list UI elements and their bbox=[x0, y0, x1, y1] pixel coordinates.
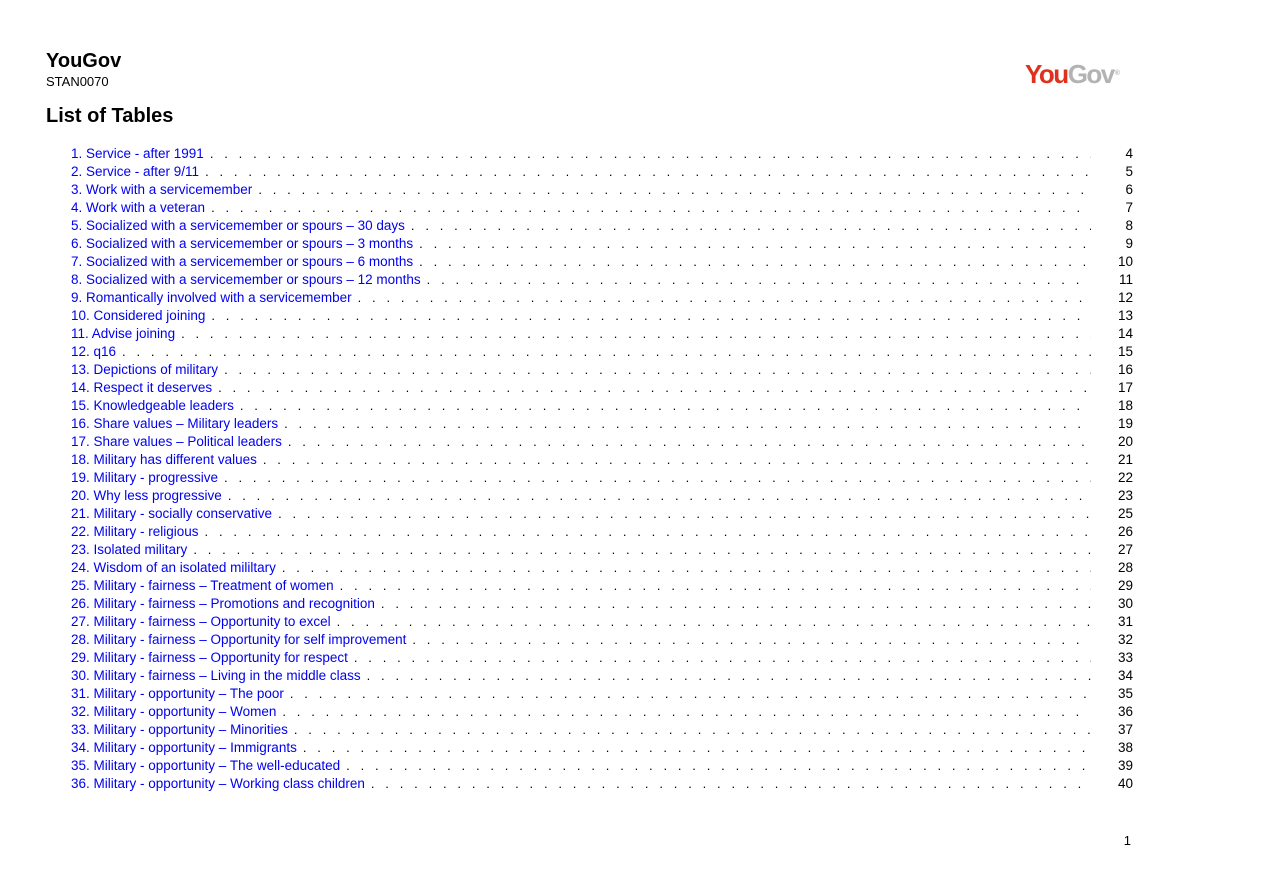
toc-entry-page: 7 bbox=[1125, 200, 1133, 215]
toc-item bbox=[71, 487, 1133, 505]
logo-gov-text: Gov bbox=[1067, 59, 1114, 89]
toc-entry-page: 23 bbox=[1117, 488, 1133, 503]
dot-leader bbox=[228, 487, 1091, 505]
toc-entry-page: 12 bbox=[1117, 290, 1133, 305]
toc-entry-label: 15. Knowledgeable leaders bbox=[71, 398, 234, 413]
dot-leader bbox=[290, 685, 1091, 703]
toc-entry-link[interactable] bbox=[71, 649, 1133, 667]
toc-entry-link[interactable] bbox=[71, 415, 1133, 433]
dot-leader bbox=[412, 631, 1091, 649]
toc-item bbox=[71, 145, 1133, 163]
toc-entry-page: 27 bbox=[1117, 542, 1133, 557]
dot-leader bbox=[224, 361, 1091, 379]
toc-entry-label: 25. Military - fairness – Treatment of women bbox=[71, 578, 334, 593]
toc-entry-label: 16. Share values – Military leaders bbox=[71, 416, 279, 431]
toc-item bbox=[71, 469, 1133, 487]
toc-item bbox=[71, 289, 1133, 307]
dot-leader bbox=[354, 649, 1091, 667]
toc-entry-page: 4 bbox=[1125, 146, 1133, 161]
toc-item bbox=[71, 523, 1133, 541]
list-of-tables-heading: List of Tables bbox=[46, 105, 174, 127]
toc-entry-link[interactable] bbox=[71, 577, 1133, 595]
dot-leader bbox=[419, 235, 1091, 253]
toc-entry-link[interactable] bbox=[71, 523, 1133, 541]
toc-entry-label: 28. Military - fairness – Opportunity for self improvement bbox=[71, 632, 407, 647]
toc-entry-link[interactable] bbox=[71, 631, 1133, 649]
toc-entry-page: 37 bbox=[1117, 722, 1133, 737]
toc-entry-link[interactable] bbox=[71, 505, 1133, 523]
toc-entry-page: 39 bbox=[1117, 758, 1133, 773]
toc-entry-link[interactable] bbox=[71, 685, 1133, 703]
toc-entry-link[interactable] bbox=[71, 163, 1133, 181]
toc-entry-link[interactable] bbox=[71, 289, 1133, 307]
toc-item bbox=[71, 199, 1133, 217]
toc-item bbox=[71, 721, 1133, 739]
toc-entry-page: 6 bbox=[1125, 182, 1133, 197]
toc-entry-page: 36 bbox=[1117, 704, 1133, 719]
dot-leader bbox=[284, 415, 1091, 433]
toc-entry-label: 32. Military - opportunity – Women bbox=[71, 704, 277, 719]
toc-entry-link[interactable] bbox=[71, 253, 1133, 271]
toc-item bbox=[71, 433, 1133, 451]
dot-leader bbox=[181, 325, 1091, 343]
toc-entry-link[interactable] bbox=[71, 181, 1133, 199]
toc-item bbox=[71, 775, 1133, 793]
toc-entry-link[interactable] bbox=[71, 559, 1133, 577]
toc-entry-link[interactable] bbox=[71, 487, 1133, 505]
toc-entry-label: 17. Share values – Political leaders bbox=[71, 434, 282, 449]
dot-leader bbox=[288, 433, 1091, 451]
toc-entry-page: 33 bbox=[1117, 650, 1133, 665]
toc-entry-page: 16 bbox=[1117, 362, 1133, 377]
logo-you-text: You bbox=[1025, 59, 1068, 89]
toc-item bbox=[71, 163, 1133, 181]
toc-entry-link[interactable] bbox=[71, 739, 1133, 757]
dot-leader bbox=[427, 271, 1091, 289]
toc-entry-link[interactable] bbox=[71, 433, 1133, 451]
toc-entry-link[interactable] bbox=[71, 379, 1133, 397]
toc-item bbox=[71, 757, 1133, 775]
dot-leader bbox=[205, 523, 1091, 541]
toc-entry-link[interactable] bbox=[71, 469, 1133, 487]
toc-entry-page: 15 bbox=[1117, 344, 1133, 359]
toc-item bbox=[71, 217, 1133, 235]
toc-item bbox=[71, 361, 1133, 379]
toc-entry-label: 26. Military - fairness – Promotions and recognition bbox=[71, 596, 375, 611]
toc-entry-page: 8 bbox=[1125, 218, 1133, 233]
toc-entry-label: 29. Military - fairness – Opportunity for respect bbox=[71, 650, 348, 665]
toc-item bbox=[71, 415, 1133, 433]
toc-entry-page: 19 bbox=[1117, 416, 1133, 431]
toc-entry-page: 11 bbox=[1118, 272, 1133, 287]
toc-item bbox=[71, 343, 1133, 361]
toc-entry-link[interactable] bbox=[71, 343, 1133, 361]
dot-leader bbox=[340, 577, 1091, 595]
dot-leader bbox=[294, 721, 1091, 739]
toc-entry-label: 2. Service - after 9/11 bbox=[71, 164, 200, 179]
toc-entry-label: 9. Romantically involved with a servicemember bbox=[71, 290, 352, 305]
toc-entry-page: 18 bbox=[1117, 398, 1133, 413]
toc-item bbox=[71, 271, 1133, 289]
dot-leader bbox=[263, 451, 1091, 469]
dot-leader bbox=[193, 541, 1091, 559]
dot-leader bbox=[211, 307, 1091, 325]
dot-leader bbox=[419, 253, 1091, 271]
toc-entry-page: 10 bbox=[1117, 254, 1133, 269]
toc-entry-page: 38 bbox=[1117, 740, 1133, 755]
dot-leader bbox=[411, 217, 1091, 235]
toc-entry-link[interactable] bbox=[71, 361, 1133, 379]
toc-entry-page: 5 bbox=[1125, 164, 1133, 179]
toc-entry-label: 5. Socialized with a servicemember or spours – 30 days bbox=[71, 218, 405, 233]
toc-entry-page: 40 bbox=[1117, 776, 1133, 791]
toc-entry-link[interactable] bbox=[71, 667, 1133, 685]
toc-entry-page: 14 bbox=[1117, 326, 1133, 341]
toc-entry-label: 13. Depictions of military bbox=[71, 362, 219, 377]
toc-item bbox=[71, 703, 1133, 721]
toc-item bbox=[71, 631, 1133, 649]
toc-entry-page: 13 bbox=[1117, 308, 1133, 323]
toc-entry-link[interactable] bbox=[71, 613, 1133, 631]
toc-item bbox=[71, 505, 1133, 523]
yougov-logo bbox=[1025, 58, 1120, 90]
dot-leader bbox=[240, 397, 1091, 415]
dot-leader bbox=[367, 667, 1091, 685]
toc-item bbox=[71, 451, 1133, 469]
toc-entry-page: 26 bbox=[1117, 524, 1133, 539]
toc-entry-label: 30. Military - fairness – Living in the middle class bbox=[71, 668, 361, 683]
toc-entry-link[interactable] bbox=[71, 757, 1133, 775]
toc-entry-page: 21 bbox=[1117, 452, 1133, 467]
dot-leader bbox=[282, 703, 1091, 721]
toc-entry-label: 18. Military has different values bbox=[71, 452, 257, 467]
toc-item bbox=[71, 235, 1133, 253]
dot-leader bbox=[381, 595, 1091, 613]
toc-item bbox=[71, 379, 1133, 397]
toc-item bbox=[71, 325, 1133, 343]
toc-item bbox=[71, 577, 1133, 595]
toc-entry-label: 22. Military - religious bbox=[71, 524, 199, 539]
toc-entry-link[interactable] bbox=[71, 595, 1133, 613]
toc-entry-label: 12. q16 bbox=[71, 344, 117, 359]
toc-entry-page: 9 bbox=[1125, 236, 1133, 251]
toc-entry-label: 27. Military - fairness – Opportunity to excel bbox=[71, 614, 331, 629]
toc-item bbox=[71, 397, 1133, 415]
toc-entry-page: 32 bbox=[1117, 632, 1133, 647]
toc-entry-label: 20. Why less progressive bbox=[71, 488, 222, 503]
toc-entry-link[interactable] bbox=[71, 199, 1133, 217]
report-code: STAN0070 bbox=[46, 74, 109, 89]
toc-entry-label: 7. Socialized with a servicemember or spours – 6 months bbox=[71, 254, 414, 269]
table-of-contents bbox=[71, 145, 1133, 793]
toc-entry-label: 19. Military - progressive bbox=[71, 470, 219, 485]
toc-entry-link[interactable] bbox=[71, 397, 1133, 415]
toc-entry-label: 6. Socialized with a servicemember or spours – 3 months bbox=[71, 236, 414, 251]
toc-entry-link[interactable] bbox=[71, 235, 1133, 253]
registered-mark-icon: ® bbox=[1114, 70, 1120, 77]
toc-entry-label: 23. Isolated military bbox=[71, 542, 188, 557]
toc-entry-label: 3. Work with a servicemember bbox=[71, 182, 253, 197]
dot-leader bbox=[303, 739, 1091, 757]
toc-entry-label: 10. Considered joining bbox=[71, 308, 206, 323]
toc-entry-page: 30 bbox=[1117, 596, 1133, 611]
toc-item bbox=[71, 307, 1133, 325]
toc-item bbox=[71, 613, 1133, 631]
toc-entry-link[interactable] bbox=[71, 145, 1133, 163]
dot-leader bbox=[278, 505, 1091, 523]
toc-entry-link[interactable] bbox=[71, 325, 1133, 343]
toc-entry-link[interactable] bbox=[71, 451, 1133, 469]
dot-leader bbox=[205, 163, 1091, 181]
toc-entry-page: 35 bbox=[1117, 686, 1133, 701]
dot-leader bbox=[218, 379, 1091, 397]
toc-item bbox=[71, 181, 1133, 199]
toc-entry-link[interactable] bbox=[71, 775, 1133, 793]
toc-entry-label: 11. Advise joining bbox=[71, 326, 176, 341]
toc-entry-label: 21. Military - socially conservative bbox=[71, 506, 273, 521]
dot-leader bbox=[224, 469, 1091, 487]
toc-item bbox=[71, 685, 1133, 703]
toc-item bbox=[71, 541, 1133, 559]
toc-item bbox=[71, 667, 1133, 685]
toc-entry-link[interactable] bbox=[71, 271, 1133, 289]
toc-entry-page: 28 bbox=[1117, 560, 1133, 575]
toc-entry-label: 33. Military - opportunity – Minorities bbox=[71, 722, 288, 737]
report-title: YouGov bbox=[46, 50, 122, 72]
toc-item bbox=[71, 739, 1133, 757]
dot-leader bbox=[371, 775, 1091, 793]
toc-entry-label: 36. Military - opportunity – Working class children bbox=[71, 776, 365, 791]
toc-entry-link[interactable] bbox=[71, 703, 1133, 721]
toc-entry-label: 1. Service - after 1991 bbox=[71, 146, 204, 161]
toc-item bbox=[71, 649, 1133, 667]
dot-leader bbox=[337, 613, 1091, 631]
dot-leader bbox=[210, 145, 1091, 163]
toc-entry-label: 35. Military - opportunity – The well-educated bbox=[71, 758, 341, 773]
toc-entry-label: 14. Respect it deserves bbox=[71, 380, 213, 395]
dot-leader bbox=[358, 289, 1091, 307]
dot-leader bbox=[282, 559, 1091, 577]
toc-entry-link[interactable] bbox=[71, 217, 1133, 235]
toc-entry-label: 8. Socialized with a servicemember or spours – 12 months bbox=[71, 272, 421, 287]
toc-entry-page: 20 bbox=[1117, 434, 1133, 449]
toc-entry-page: 25 bbox=[1117, 506, 1133, 521]
page-number: 1 bbox=[1123, 833, 1131, 848]
dot-leader bbox=[211, 199, 1091, 217]
toc-entry-page: 29 bbox=[1117, 578, 1133, 593]
dot-leader bbox=[258, 181, 1091, 199]
toc-item bbox=[71, 595, 1133, 613]
toc-entry-link[interactable] bbox=[71, 307, 1133, 325]
toc-item bbox=[71, 559, 1133, 577]
dot-leader bbox=[122, 343, 1091, 361]
dot-leader bbox=[346, 757, 1091, 775]
toc-entry-link[interactable] bbox=[71, 721, 1133, 739]
toc-entry-label: 24. Wisdom of an isolated mililtary bbox=[71, 560, 276, 575]
toc-entry-label: 34. Military - opportunity – Immigrants bbox=[71, 740, 297, 755]
toc-entry-link[interactable] bbox=[71, 541, 1133, 559]
toc-entry-page: 34 bbox=[1117, 668, 1133, 683]
toc-entry-page: 17 bbox=[1117, 380, 1133, 395]
toc-item bbox=[71, 253, 1133, 271]
toc-entry-page: 31 bbox=[1117, 614, 1133, 629]
toc-entry-label: 4. Work with a veteran bbox=[71, 200, 206, 215]
toc-entry-page: 22 bbox=[1117, 470, 1133, 485]
toc-entry-label: 31. Military - opportunity – The poor bbox=[71, 686, 284, 701]
